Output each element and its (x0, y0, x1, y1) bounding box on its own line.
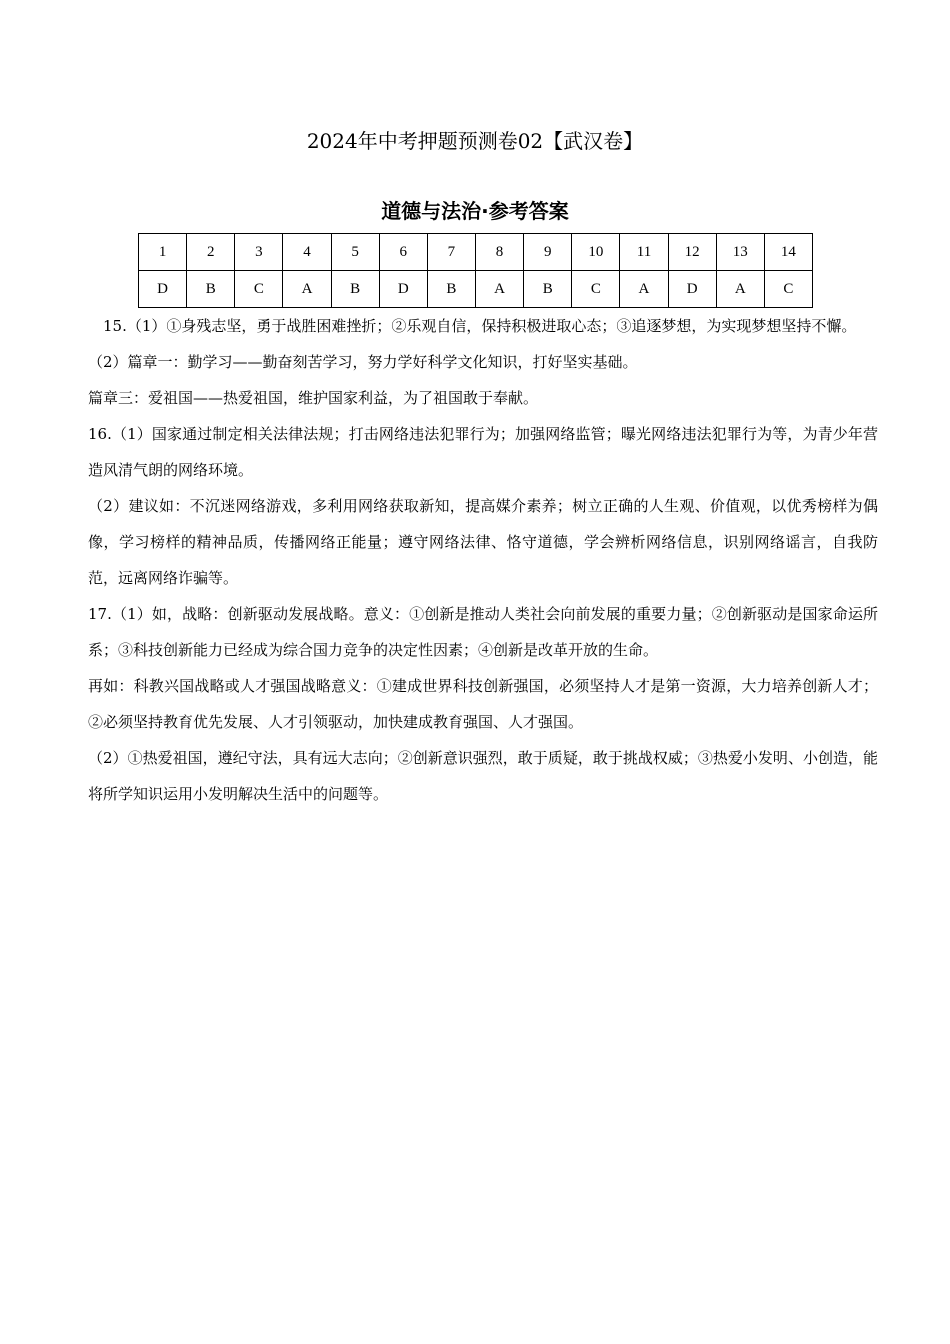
question-number-cell: 3 (235, 234, 283, 271)
answer-cell: B (331, 271, 379, 308)
question-number-cell: 11 (620, 234, 668, 271)
answer-cell: B (427, 271, 475, 308)
question-number-cell: 4 (283, 234, 331, 271)
answer-cell: A (475, 271, 523, 308)
question-number-cell: 10 (572, 234, 620, 271)
answer-cell: B (524, 271, 572, 308)
answer-table-number-row (139, 234, 813, 271)
answer-paragraph-q16-part2: （2）建议如：不沉迷网络游戏，多利用网络获取新知，提高媒介素养；树立正确的人生观、价值观，以优秀榜样为偶像，学习榜样的精神品质，传播网络正能量；遵守网络法律、恪守道德，学会辨析网络信息，识别网络谣言，自我防范，远离网络诈骗等。 (88, 497, 878, 587)
answer-cell: C (764, 271, 812, 308)
question-number-cell: 12 (668, 234, 716, 271)
answer-table (138, 233, 813, 308)
answer-paragraph-q17-part1: 17.（1）如，战略：创新驱动发展战略。意义：①创新是推动人类社会向前发展的重要力量；②创新驱动是国家命运所系；③科技创新能力已经成为综合国力竞争的决定性因素；④创新是改革开放的生命。 (88, 605, 878, 659)
question-number-cell: 1 (139, 234, 187, 271)
question-number-cell: 5 (331, 234, 379, 271)
answer-paragraph-q15-part2: （2）篇章一：勤学习——勤奋刻苦学习，努力学好科学文化知识，打好坚实基础。 (88, 353, 638, 371)
answer-cell: C (572, 271, 620, 308)
question-number-cell: 7 (427, 234, 475, 271)
answer-paragraph-q15-part1: 15.（1）①身残志坚，勇于战胜困难挫折；②乐观自信，保持积极进取心态；③追逐梦想，为实现梦想坚持不懈。 (103, 317, 857, 335)
answer-cell: D (668, 271, 716, 308)
document-subtitle: 道德与法治·参考答案 (381, 199, 569, 223)
question-number-cell: 2 (187, 234, 235, 271)
answer-cell: A (283, 271, 331, 308)
answer-paragraph-q16-part1: 16.（1）国家通过制定相关法律法规；打击网络违法犯罪行为；加强网络监管；曝光网络违法犯罪行为等，为青少年营造风清气朗的网络环境。 (88, 425, 878, 479)
question-number-cell: 8 (475, 234, 523, 271)
question-number-cell: 9 (524, 234, 572, 271)
answer-table-answer-row (139, 271, 813, 308)
answer-explanations (88, 308, 878, 812)
question-number-cell: 13 (716, 234, 764, 271)
answer-cell: C (235, 271, 283, 308)
answer-paragraph-q17-part2: （2）①热爱祖国，遵纪守法，具有远大志向；②创新意识强烈，敢于质疑，敢于挑战权威；③热爱小发明、小创造，能将所学知识运用小发明解决生活中的问题等。 (88, 749, 878, 803)
answer-paragraph-q15-part2-cont: 篇章三：爱祖国——热爱祖国，维护国家利益，为了祖国敢于奉献。 (88, 389, 539, 407)
document-title: 2024年中考押题预测卷02【武汉卷】 (306, 129, 644, 153)
answer-cell: D (379, 271, 427, 308)
answer-cell: D (139, 271, 187, 308)
answer-paragraph-q17-part1-cont: 再如：科教兴国战略或人才强国战略意义：①建成世界科技创新强国，必须坚持人才是第一资源，大力培养创新人才；②必须坚持教育优先发展、人才引领驱动，加快建成教育强国、人才强国。 (88, 677, 878, 731)
answer-cell: A (620, 271, 668, 308)
answer-cell: B (187, 271, 235, 308)
question-number-cell: 6 (379, 234, 427, 271)
question-number-cell: 14 (764, 234, 812, 271)
answer-cell: A (716, 271, 764, 308)
